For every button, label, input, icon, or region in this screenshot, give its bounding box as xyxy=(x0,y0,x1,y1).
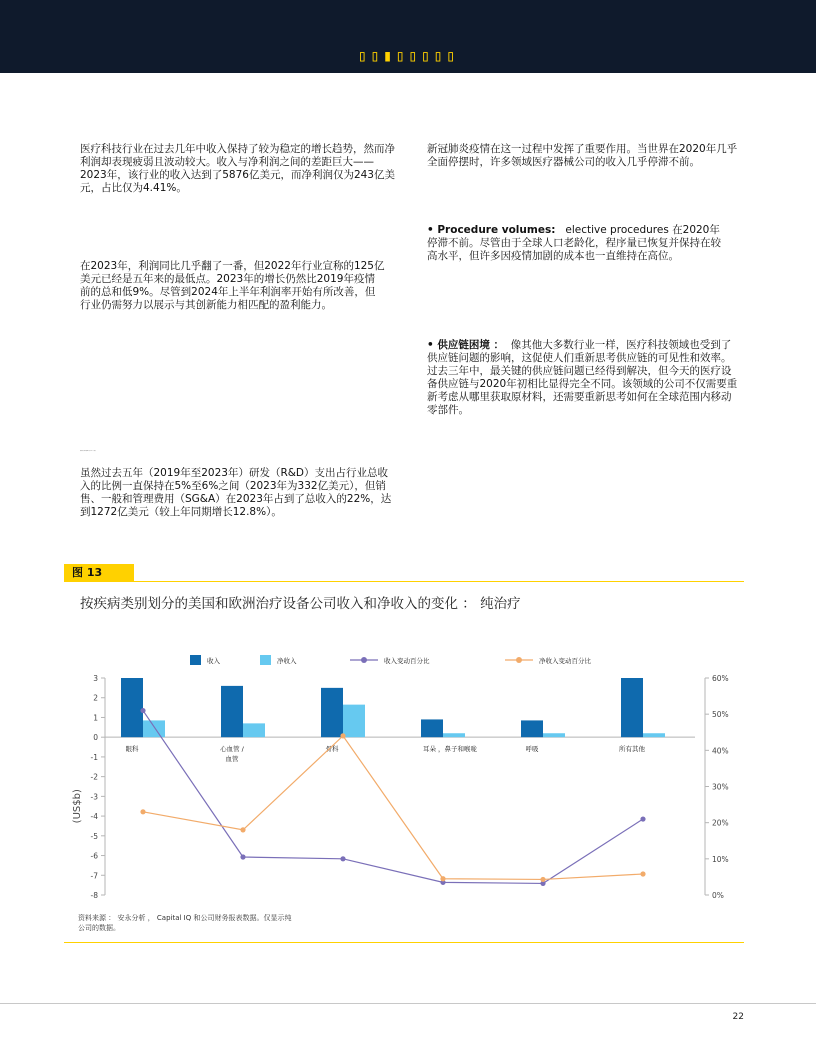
y-tick-label: 1 xyxy=(93,713,98,723)
line-point xyxy=(340,733,345,738)
footer-rule xyxy=(0,1003,816,1004)
category-label: 骨科 xyxy=(325,745,339,754)
category-label: 呼吸 xyxy=(525,745,539,754)
legend-marker xyxy=(361,657,367,663)
page-header xyxy=(0,0,816,73)
y-tick-label: 2 xyxy=(93,693,98,703)
legend-label: 收入 xyxy=(207,657,220,665)
y-tick-label: -8 xyxy=(90,891,98,900)
line-point xyxy=(140,809,145,814)
y2-tick-label: 30% xyxy=(712,782,729,792)
bar-net-income xyxy=(343,705,365,738)
y-tick-label: 3 xyxy=(93,674,98,683)
y2-tick-label: 20% xyxy=(712,818,729,828)
line-point xyxy=(140,708,145,713)
bar-revenue xyxy=(521,720,543,737)
y2-tick-label: 50% xyxy=(712,710,729,720)
y-tick-label: -2 xyxy=(90,772,98,782)
y-tick-label: 0 xyxy=(93,733,98,743)
revenue-change-chart xyxy=(60,650,750,905)
y2-tick-label: 10% xyxy=(712,854,729,864)
category-label: 血管 xyxy=(225,755,239,764)
category-label: 所有其他 xyxy=(619,745,645,754)
bar-net-income xyxy=(243,723,265,737)
bar-net-income xyxy=(643,733,665,737)
line-point xyxy=(640,816,645,821)
bar-net-income xyxy=(143,720,165,737)
figure-label-bar xyxy=(64,564,744,582)
figure-title: 按疾病类别划分的美国和欧洲治疗设备公司收入和净收入的变化 ： 纯治疗 xyxy=(80,596,521,612)
source-line-1: 资料来源 ： 安永分析 ， Capital IQ 和公司财务报表数据。仅显示纯 xyxy=(78,914,292,922)
y-tick-label: -3 xyxy=(90,792,98,802)
y-tick-label: -1 xyxy=(90,752,98,762)
y-tick-label: -7 xyxy=(90,871,98,881)
line-point xyxy=(540,877,545,882)
figure-source xyxy=(78,913,291,933)
bullet-heading: • 供应链困境 ： xyxy=(427,339,505,351)
bar-revenue xyxy=(421,719,443,737)
category-label: 眼科 xyxy=(125,745,139,754)
bar-net-income xyxy=(543,733,565,737)
figure-label: 图 13 xyxy=(64,564,134,581)
y2-tick-label: 0% xyxy=(712,891,724,900)
bullet-body: elective procedures 在2020年停滞不前。尽管由于全球人口老龄化，程序量已恢复并保持在较高水平，但许多因疫情加剧的成本也一直维持在高位。 xyxy=(427,224,721,262)
chart-area xyxy=(60,650,750,905)
legend-label: 净收入变动百分比 xyxy=(539,657,591,665)
left-paragraph-1: 医疗科技行业在过去几年中收入保持了较为稳定的增长趋势，然而净利润却表现疲弱且波动较大。收入与净利润之间的差距巨大——2023年，该行业的收入达到了5876亿美元，而净利润仅为243亿美元，占比仅为4.41%。 xyxy=(80,143,395,194)
y2-tick-label: 60% xyxy=(712,674,729,683)
bullet-body: 像其他大多数行业一样，医疗科技领域也受到了供应链问题的影响，这促使人们重新思考供应链的可见性和效率。过去三年中，最关键的供应链问题已经得到解决，但今天的医疗设备供应链与2020年初相比显得完全不同。该领域的公司不仅需要重新考虑从哪里获取原材料，还需要重新思考如何在全球范围内移动零部件。 xyxy=(427,339,738,416)
category-label: 心血管 / xyxy=(220,745,244,754)
bar-net-income xyxy=(443,733,465,737)
bar-revenue xyxy=(221,686,243,737)
line-point xyxy=(640,871,645,876)
left-paragraph-3: 虽然过去五年（2019年至2023年）研发（R&D）支出占行业总收入的比例一直保持在5%至6%之间（2023年为332亿美元），但销售、一般和管理费用（SG&A）在2023年占到了总收入的22%，达到1272亿美元（较上年同期增长12.8%）。 xyxy=(80,467,392,518)
legend-label: 净收入 xyxy=(277,657,297,665)
line-point xyxy=(440,876,445,881)
revenue-change-line xyxy=(143,711,643,884)
bar-revenue xyxy=(121,678,143,737)
legend-swatch xyxy=(190,655,201,665)
bar-revenue xyxy=(321,688,343,737)
y-tick-label: -5 xyxy=(90,831,98,841)
net-income-change-line xyxy=(143,736,643,880)
right-bullet-supply-chain xyxy=(427,339,739,417)
legend-marker xyxy=(516,657,522,663)
tiny-note: 资料来源安永分析 xyxy=(80,450,97,452)
category-label: 耳朵 ，鼻子和喉咙 xyxy=(422,745,478,754)
legend-swatch xyxy=(260,655,271,665)
line-point xyxy=(340,856,345,861)
bar-revenue xyxy=(621,678,643,737)
right-paragraph-1: 新冠肺炎疫情在这一过程中发挥了重要作用。当世界在2020年几乎全面停摆时，许多领域医疗器械公司的收入几乎停滞不前。 xyxy=(427,143,738,168)
y-axis-label: (US$b) xyxy=(72,789,83,824)
legend-label: 收入变动百分比 xyxy=(384,657,430,665)
source-line-2: 公司的数据。 xyxy=(78,924,120,932)
figure-bottom-rule xyxy=(64,942,744,943)
right-bullet-procedure-volumes xyxy=(427,224,727,263)
bullet-heading: • Procedure volumes: xyxy=(427,224,556,236)
y2-tick-label: 40% xyxy=(712,746,729,756)
header-title: ▯▯▮▯▯▯▯▯ xyxy=(357,46,459,65)
y-tick-label: -4 xyxy=(90,812,98,822)
y-tick-label: -6 xyxy=(90,851,98,861)
page-number: 22 xyxy=(732,1012,744,1022)
line-point xyxy=(240,854,245,859)
line-point xyxy=(240,827,245,832)
left-paragraph-2: 在2023年，利润同比几乎翻了一番，但2022年行业宣称的125亿美元已经是五年来的最低点。2023年的增长仍然比2019年疫情前的总和低9%。尽管到2024年上半年利润率开始有所改善，但行业仍需努力以展示与其创新能力相匹配的盈利能力。 xyxy=(80,260,385,311)
